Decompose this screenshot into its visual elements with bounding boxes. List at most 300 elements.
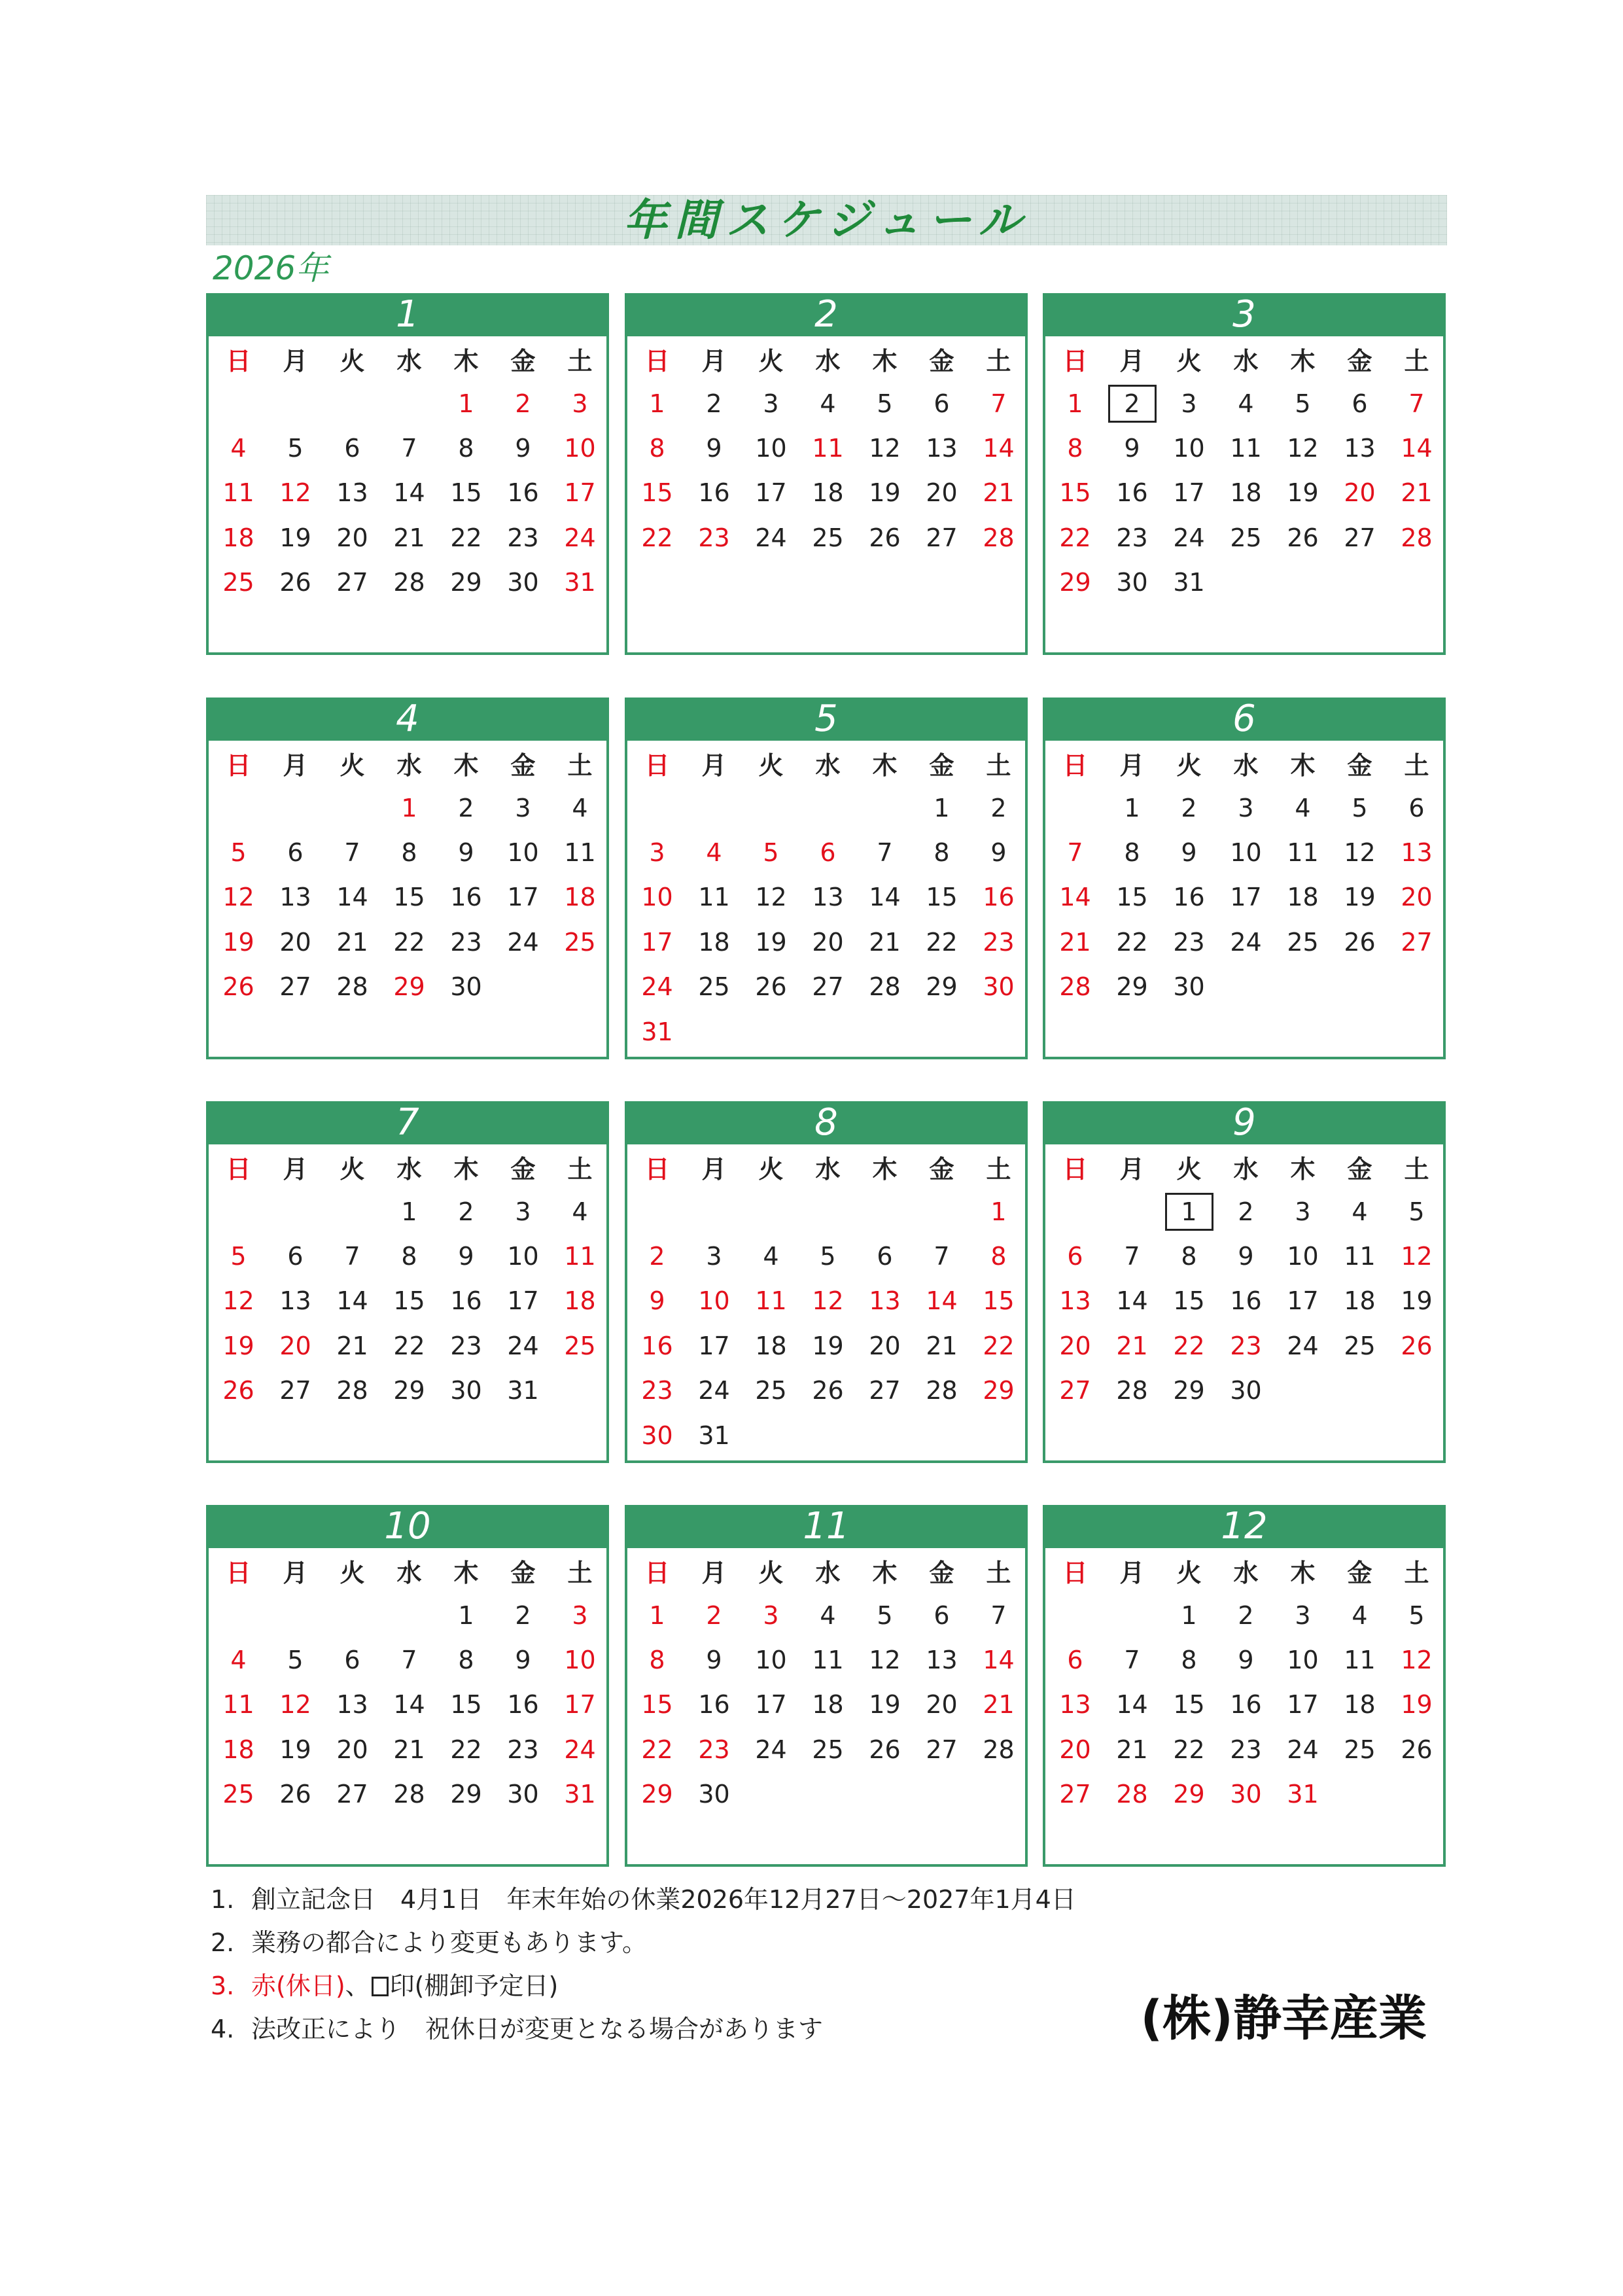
day-cell [1274,1189,1331,1233]
weekday-label: 金 [510,751,536,780]
empty-cell [1047,785,1104,830]
day-number: 28 [869,972,901,1002]
weekday-label: 土 [986,346,1011,376]
day-number: 5 [1295,389,1311,418]
day-cell [742,964,799,1009]
day-number: 1 [649,389,665,418]
day-cell [1047,1279,1104,1323]
day-cell [1161,1368,1217,1413]
day-number: 28 [983,1735,1015,1764]
day-cell [551,516,608,560]
day-number: 29 [1059,568,1091,597]
day-number: 19 [222,927,254,957]
weekday-label: 日 [1062,346,1088,376]
month-calendar [625,698,1028,1059]
day-number: 30 [507,1780,539,1809]
weekday-label: 金 [929,1558,954,1587]
weekday-label: 水 [815,751,841,780]
day-cell [495,785,551,830]
day-cell [856,875,913,919]
day-number: 25 [564,1331,596,1360]
day-cell [267,964,324,1009]
day-number: 8 [1181,1645,1197,1674]
day-cell [629,516,686,560]
day-number: 6 [934,1600,950,1630]
day-number: 16 [641,1331,673,1360]
note-number: 1. [211,1885,235,1914]
day-cell [381,1682,438,1727]
day-cell [1161,470,1217,515]
day-number: 22 [1116,927,1148,957]
day-number: 19 [279,523,311,552]
day-cell [1331,1324,1388,1368]
day-cell [913,381,970,425]
day-cell [1388,381,1445,425]
day-cell [970,1727,1027,1772]
day-cell [799,516,856,560]
day-number: 24 [1230,927,1262,957]
day-cell [970,381,1027,425]
day-number: 5 [820,1241,836,1271]
day-cell [381,1638,438,1682]
day-number: 14 [869,883,901,912]
day-cell [324,830,381,875]
day-cell [1104,470,1161,515]
day-cell [551,1279,608,1323]
day-cell [970,516,1027,560]
day-number: 3 [515,793,531,822]
day-cell [210,516,267,560]
day-cell [913,1368,970,1413]
day-number: 29 [983,1376,1015,1405]
day-cell [629,1324,686,1368]
day-number: 2 [706,389,722,418]
day-cell [1217,1638,1274,1682]
day-cell [629,1727,686,1772]
day-cell [970,1638,1027,1682]
day-cell [742,875,799,919]
day-cell [267,516,324,560]
day-number: 19 [279,1735,311,1764]
day-number: 12 [1287,433,1319,463]
day-cell [438,1682,495,1727]
day-number: 11 [222,1690,254,1720]
day-cell [381,516,438,560]
empty-cell [210,785,267,830]
day-number: 15 [1116,883,1148,912]
day-cell [913,1682,970,1727]
day-cell [1161,1324,1217,1368]
month-header: 12 [1043,1505,1446,1548]
day-cell [495,426,551,470]
day-number: 15 [393,883,425,912]
day-number: 4 [572,793,588,822]
weekday-label: 日 [1062,1558,1088,1587]
day-cell [629,1772,686,1816]
day-number: 16 [1230,1690,1262,1720]
day-cell [324,1368,381,1413]
day-number: 11 [1344,1241,1376,1271]
day-number: 8 [401,1241,417,1271]
note-text: 法改正により 祝休日が変更となる場合があります [251,2015,824,2043]
day-number: 29 [393,972,425,1002]
day-number: 30 [507,568,539,597]
day-number: 29 [1173,1780,1205,1809]
empty-cell [799,785,856,830]
weekday-label: 木 [872,1154,898,1184]
day-cell [1047,1324,1104,1368]
day-number: 12 [222,1286,254,1316]
day-number: 5 [1408,1197,1425,1226]
day-number: 28 [1116,1376,1148,1405]
day-cell [1047,1727,1104,1772]
day-cell [1217,1279,1274,1323]
day-cell [1047,1772,1104,1816]
empty-cell [267,1189,324,1233]
day-number: 8 [1067,433,1083,463]
day-cell [324,470,381,515]
day-cell [1274,1772,1331,1816]
day-cell [551,426,608,470]
empty-cell [1104,1189,1161,1233]
day-number: 14 [336,883,368,912]
day-cell [1104,920,1161,964]
day-number: 29 [641,1780,673,1809]
day-number: 21 [1116,1331,1148,1360]
day-cell [1104,1727,1161,1772]
weekday-label: 火 [758,346,784,376]
day-number: 25 [698,972,730,1002]
day-cell [438,830,495,875]
weekday-label: 火 [340,1154,365,1184]
day-cell [1217,1593,1274,1637]
day-cell [551,1727,608,1772]
day-cell [210,1368,267,1413]
day-number: 10 [507,1241,539,1271]
weekday-label: 月 [283,346,308,376]
day-number: 20 [1344,478,1376,508]
empty-cell [324,785,381,830]
day-cell [742,1593,799,1637]
day-cell [495,470,551,515]
day-number: 3 [515,1197,531,1226]
day-number: 20 [336,1735,368,1764]
day-number: 21 [983,1690,1015,1720]
day-number: 3 [763,389,779,418]
day-cell [1388,875,1445,919]
day-cell [210,1324,267,1368]
day-cell [438,470,495,515]
day-number: 17 [755,478,787,508]
day-number: 23 [450,927,482,957]
day-number: 27 [926,523,958,552]
day-cell [1274,1593,1331,1637]
day-cell [913,470,970,515]
weekday-label: 金 [510,346,536,376]
day-number: 13 [1344,433,1376,463]
day-cell [1047,560,1104,605]
empty-cell [913,1189,970,1233]
month-calendar [1043,698,1446,1059]
day-cell [210,964,267,1009]
day-number: 15 [1173,1286,1205,1316]
day-cell [913,1727,970,1772]
day-cell [629,964,686,1009]
day-cell [210,1682,267,1727]
day-cell [742,1279,799,1323]
weekday-label: 木 [1290,1558,1316,1587]
day-cell [1104,830,1161,875]
note-text: 創立記念日 4月1日 年末年始の休業2026年12月27日～2027年1月4日 [251,1885,1076,1914]
day-cell [1047,381,1104,425]
month-calendar [1043,1505,1446,1867]
weekday-label: 火 [340,1558,365,1587]
weekday-label: 日 [226,1154,251,1184]
day-number: 22 [450,523,482,552]
day-number: 24 [564,523,596,552]
month-calendar [206,1101,609,1463]
empty-cell [210,1593,267,1637]
day-number: 4 [1352,1197,1368,1226]
day-number: 9 [1124,433,1140,463]
note-3 [211,1964,1076,2007]
day-cell [913,516,970,560]
day-cell [438,1279,495,1323]
day-number: 24 [1287,1735,1319,1764]
day-number: 23 [1230,1331,1262,1360]
day-cell [970,1324,1027,1368]
day-number: 14 [1059,883,1091,912]
day-number: 2 [1238,1600,1254,1630]
day-number: 21 [1116,1735,1148,1764]
day-cell [1217,1772,1274,1816]
day-number: 1 [401,793,417,822]
day-cell [267,560,324,605]
day-cell [381,560,438,605]
day-cell [267,470,324,515]
day-number: 11 [1230,433,1262,463]
day-number: 22 [1059,523,1091,552]
day-cell [799,1279,856,1323]
inventory-legend: 印(棚卸予定日) [389,1971,559,2000]
day-number: 25 [222,1780,254,1809]
day-grid [1045,1548,1443,1816]
day-number: 21 [1059,927,1091,957]
day-cell [970,920,1027,964]
day-number: 18 [1344,1690,1376,1720]
day-cell [324,426,381,470]
day-cell [913,964,970,1009]
day-number: 4 [820,1600,836,1630]
day-number: 23 [698,523,730,552]
weekday-label: 日 [644,751,670,780]
day-cell [324,1279,381,1323]
day-number: 21 [869,927,901,957]
month-header: 5 [625,698,1028,741]
day-number: 16 [698,478,730,508]
day-cell [1217,470,1274,515]
empty-cell [1047,1593,1104,1637]
day-grid [209,336,606,605]
day-cell [1331,1727,1388,1772]
day-cell [799,1593,856,1637]
day-number: 11 [564,1241,596,1271]
day-number: 15 [641,1690,673,1720]
day-cell [1331,1234,1388,1279]
day-number: 17 [1230,883,1262,912]
day-cell [970,1682,1027,1727]
day-cell [1161,426,1217,470]
day-number: 2 [1181,793,1197,822]
day-number: 27 [279,972,311,1002]
day-number: 2 [458,1197,474,1226]
day-number: 14 [1116,1690,1148,1720]
note-1 [211,1878,1076,1921]
day-number: 7 [344,838,360,867]
day-cell [438,1324,495,1368]
weekday-label: 土 [986,1558,1011,1587]
day-cell [438,1189,495,1233]
day-number: 24 [755,1735,787,1764]
day-number: 22 [641,523,673,552]
month-header: 8 [625,1101,1028,1144]
day-cell [742,830,799,875]
day-cell [210,920,267,964]
day-number: 29 [1173,1376,1205,1405]
weekday-label: 土 [1404,1558,1429,1587]
day-number: 14 [983,1645,1015,1674]
day-number: 16 [507,478,539,508]
day-number: 11 [755,1286,787,1316]
day-grid [209,1144,606,1413]
day-number: 20 [926,478,958,508]
day-number: 8 [990,1241,1007,1271]
day-number: 27 [869,1376,901,1405]
day-cell [267,1234,324,1279]
day-cell [551,1593,608,1637]
day-cell [742,1234,799,1279]
day-number: 30 [698,1780,730,1809]
day-number: 20 [926,1690,958,1720]
day-number: 23 [641,1376,673,1405]
day-number: 16 [983,883,1015,912]
weekday-label: 水 [396,1154,422,1184]
day-number: 11 [564,838,596,867]
day-cell [686,426,742,470]
day-number: 10 [564,433,596,463]
day-number: 28 [1401,523,1433,552]
day-number: 12 [869,1645,901,1674]
day-number: 21 [983,478,1015,508]
weekday-label: 金 [929,346,954,376]
day-number: 11 [812,433,844,463]
day-number: 21 [393,1735,425,1764]
day-cell [1047,470,1104,515]
weekday-label: 火 [758,751,784,780]
weekday-label: 金 [1347,751,1372,780]
day-number: 17 [698,1331,730,1360]
day-cell [551,875,608,919]
day-cell [1388,1727,1445,1772]
day-number: 4 [230,1645,247,1674]
day-number: 23 [507,523,539,552]
day-number: 30 [450,1376,482,1405]
day-cell [495,516,551,560]
day-number: 5 [877,1600,893,1630]
day-cell [629,1593,686,1637]
day-cell [210,426,267,470]
weekday-label: 金 [1347,1558,1372,1587]
weekday-label: 木 [453,1558,479,1587]
day-number: 17 [755,1690,787,1720]
day-cell [1388,1234,1445,1279]
day-number: 7 [990,389,1007,418]
day-number: 29 [450,1780,482,1809]
day-cell [629,875,686,919]
day-number: 29 [393,1376,425,1405]
day-cell [970,785,1027,830]
day-number: 6 [934,389,950,418]
day-cell [438,1772,495,1816]
day-grid [627,741,1025,1054]
day-number: 2 [649,1241,665,1271]
day-cell [1331,1638,1388,1682]
day-number: 26 [1401,1735,1433,1764]
day-number: 31 [507,1376,539,1405]
day-number: 21 [336,1331,368,1360]
day-cell [686,1682,742,1727]
day-cell [970,1368,1027,1413]
weekday-label: 金 [1347,1154,1372,1184]
day-number: 31 [1173,568,1205,597]
day-cell [686,1413,742,1457]
day-number: 24 [698,1376,730,1405]
day-number: 2 [458,793,474,822]
day-cell [438,1368,495,1413]
empty-cell [267,381,324,425]
day-cell [324,964,381,1009]
day-number: 5 [763,838,779,867]
day-cell [799,426,856,470]
box-icon [372,1977,389,1996]
day-cell [1274,426,1331,470]
day-number: 27 [1059,1780,1091,1809]
day-number: 13 [336,1690,368,1720]
day-number: 15 [983,1286,1015,1316]
day-cell [210,830,267,875]
day-number: 22 [1173,1735,1205,1764]
weekday-label: 月 [1119,1154,1145,1184]
day-number: 27 [336,1780,368,1809]
day-cell [970,964,1027,1009]
day-cell [799,1727,856,1772]
day-number: 9 [706,1645,722,1674]
day-cell [856,964,913,1009]
day-cell [1217,381,1274,425]
day-number: 16 [507,1690,539,1720]
day-number: 18 [222,1735,254,1764]
weekday-label: 火 [1176,1154,1202,1184]
empty-cell [381,381,438,425]
day-cell [495,1279,551,1323]
day-cell [1104,875,1161,919]
day-cell [1161,381,1217,425]
day-number: 6 [1067,1645,1083,1674]
day-number: 23 [1116,523,1148,552]
day-number: 30 [1173,972,1205,1002]
day-cell [1161,964,1217,1009]
day-number: 11 [222,478,254,508]
